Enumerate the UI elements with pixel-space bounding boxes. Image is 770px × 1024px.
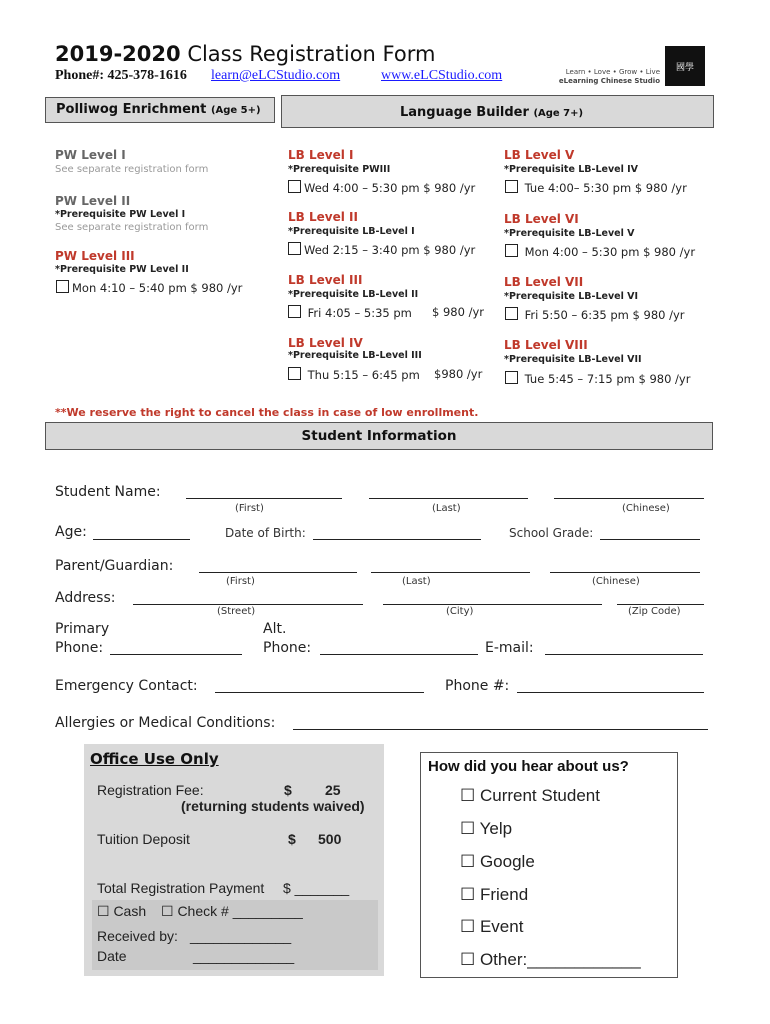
logo-name: eLearning Chinese Studio [558,77,660,85]
lb-level-7-option[interactable] [505,307,685,322]
referral-title: How did you hear about us? [428,758,629,775]
referral-event[interactable]: ☐ Event [460,917,524,936]
lb-level-3-schedule: Fri 4:05 – 5:35 pm [307,306,412,320]
date-field[interactable]: _____________ [193,948,295,964]
lb-level-6-schedule: Mon 4:00 – 5:30 pm $ 980 /yr [524,245,696,259]
office-use-title: Office Use Only [90,750,219,768]
lb-level-5-title: LB Level V [504,148,575,162]
emergency-phone-field[interactable] [517,692,704,693]
language-builder-title: Language Builder [400,105,529,120]
lb-level-6-title: LB Level VI [504,212,579,226]
pw-level-3-title: PW Level III [55,249,135,263]
pw-level-2-prereq: *Prerequisite PW Level I [55,209,186,220]
pw-level-3-checkbox[interactable] [56,280,69,293]
lb-level-1-option[interactable] [288,180,475,195]
city-field[interactable] [383,604,602,605]
form-title [55,42,435,66]
lb-level-8-option[interactable] [505,371,690,386]
parent-chinese-name-field[interactable] [550,572,700,573]
total-payment-field[interactable]: $ _______ [283,880,350,896]
referral-friend[interactable]: ☐ Friend [460,885,529,904]
registration-fee-value: 25 [325,782,341,798]
emergency-phone-label: Phone #: [445,678,510,694]
lb-level-8-schedule: Tue 5:45 – 7:15 pm $ 980 /yr [524,372,691,386]
logo-tagline: Learn • Love • Grow • Live [565,68,660,76]
lb-level-7-prereq: *Prerequisite LB-Level VI [504,291,639,302]
lb-level-3-checkbox[interactable] [288,305,301,318]
lb-level-8-prereq: *Prerequisite LB-Level VII [504,354,642,365]
pw-level-3-schedule: Mon 4:10 – 5:40 pm $ 980 /yr [72,281,243,295]
returning-students-note: (returning students waived) [181,798,365,814]
date-label: Date [97,948,127,964]
alt-phone-label: Phone: [263,640,312,656]
lb-level-3-prereq: *Prerequisite LB-Level II [288,289,419,300]
street-field[interactable] [133,604,363,605]
lb-level-3-title: LB Level III [288,273,363,287]
phone-number: Phone#: 425-378-1616 [55,68,187,83]
primary-phone-field[interactable] [110,654,242,655]
lb-level-1-title: LB Level I [288,148,354,162]
lb-level-8-checkbox[interactable] [505,371,518,384]
age-label: Age: [55,524,87,540]
city-caption: (City) [446,606,474,617]
logo-glyph: 國學 [675,62,694,73]
school-grade-field[interactable] [600,539,700,540]
lb-level-1-prereq: *Prerequisite PWIII [288,164,391,175]
tuition-deposit-value: 500 [318,831,342,847]
email-field[interactable] [545,654,703,655]
allergies-label: Allergies or Medical Conditions: [55,715,276,731]
logo-icon [665,46,705,86]
parent-last-name-field[interactable] [371,572,530,573]
polliwog-age: (Age 5+) [210,105,261,116]
cancellation-note: **We reserve the right to cancel the class in case of low enrollment. [55,406,479,419]
language-builder-header [281,95,714,128]
lb-level-4-prereq: *Prerequisite LB-Level III [288,350,422,361]
dob-label: Date of Birth: [225,526,306,540]
school-grade-label: School Grade: [509,526,594,540]
pw-level-2-title: PW Level II [55,194,131,208]
student-chinese-name-field[interactable] [554,498,704,499]
lb-level-6-prereq: *Prerequisite LB-Level V [504,228,635,239]
lb-level-8-title: LB Level VIII [504,338,588,352]
lb-level-5-option[interactable] [505,180,687,195]
received-by-label: Received by: [97,928,178,944]
allergies-field[interactable] [293,729,708,730]
lb-level-4-title: LB Level IV [288,336,363,350]
lb-level-2-title: LB Level II [288,210,358,224]
pw-level-3-prereq: *Prerequisite PW Level II [55,264,189,275]
lb-level-1-schedule: Wed 4:00 – 5:30 pm $ 980 /yr [304,181,476,195]
lb-level-1-checkbox[interactable] [288,180,301,193]
total-payment-label: Total Registration Payment [97,880,265,896]
lb-level-5-schedule: Tue 4:00– 5:30 pm $ 980 /yr [524,181,687,195]
lb-level-4-schedule: Thu 5:15 – 6:45 pm [307,368,420,382]
pw-level-1-title: PW Level I [55,148,126,162]
parent-first-caption: (First) [226,576,255,587]
email-link[interactable]: learn@eLCStudio.com [211,68,341,83]
registration-fee-label: Registration Fee: [97,782,204,798]
dob-field[interactable] [313,539,481,540]
lb-level-7-title: LB Level VII [504,275,584,289]
lb-level-3-option[interactable] [288,305,412,320]
lb-level-6-option[interactable] [505,244,695,259]
check-number-field[interactable]: ☐ Check # _________ [161,903,303,919]
lb-level-6-checkbox[interactable] [505,244,518,257]
language-builder-age: (Age 7+) [533,108,584,119]
address-label: Address: [55,590,116,606]
registration-fee-currency: $ [284,782,292,798]
emergency-contact-field[interactable] [215,692,424,693]
chinese-caption: (Chinese) [622,503,670,514]
lb-level-2-schedule: Wed 2:15 – 3:40 pm $ 980 /yr [304,243,476,257]
alt-label: Alt. [263,621,287,637]
tuition-deposit-currency: $ [288,831,296,847]
student-first-name-field[interactable] [186,498,342,499]
street-caption: (Street) [217,606,256,617]
parent-first-name-field[interactable] [199,572,357,573]
cash-checkbox[interactable]: ☐ Cash [97,903,147,919]
lb-level-2-option[interactable] [288,242,475,257]
age-field[interactable] [93,539,190,540]
primary-label: Primary [55,621,110,637]
lb-level-4-price: $980 /yr [434,367,483,381]
emergency-contact-label: Emergency Contact: [55,678,198,694]
last-caption: (Last) [432,503,461,514]
referral-google[interactable]: ☐ Google [460,852,535,871]
lb-level-5-prereq: *Prerequisite LB-Level IV [504,164,639,175]
zip-field[interactable] [617,604,704,605]
lb-level-4-option[interactable] [288,367,420,382]
lb-level-3-price: $ 980 /yr [432,305,484,319]
received-by-field[interactable]: _____________ [190,928,292,944]
parent-label: Parent/Guardian: [55,558,174,574]
tuition-deposit-label: Tuition Deposit [97,831,190,847]
lb-level-5-checkbox[interactable] [505,180,518,193]
lb-level-7-checkbox[interactable] [505,307,518,320]
referral-current-student[interactable]: ☐ Current Student [460,786,600,805]
form-title-text: Class Registration Form [187,42,436,66]
student-name-label: Student Name: [55,484,161,500]
website-link[interactable]: www.eLCStudio.com [381,68,503,83]
logo-text [556,68,660,86]
parent-chinese-caption: (Chinese) [592,576,640,587]
referral-yelp[interactable]: ☐ Yelp [460,819,513,838]
lb-level-7-schedule: Fri 5:50 – 6:35 pm $ 980 /yr [524,308,685,322]
student-last-name-field[interactable] [369,498,528,499]
pw-level-2-note: See separate registration form [55,222,209,233]
email-label: E-mail: [485,640,534,656]
lb-level-4-checkbox[interactable] [288,367,301,380]
student-info-header: Student Information [45,422,713,450]
polliwog-header [45,97,275,123]
referral-other[interactable]: ☐ Other:____________ [460,950,641,969]
pw-level-1-note: See separate registration form [55,164,209,175]
pw-level-3-option[interactable] [56,280,242,295]
zip-caption: (Zip Code) [628,606,681,617]
first-caption: (First) [235,503,264,514]
parent-last-caption: (Last) [402,576,431,587]
form-year: 2019-2020 [55,42,181,66]
alt-phone-field[interactable] [320,654,478,655]
lb-level-2-prereq: *Prerequisite LB-Level I [288,226,415,237]
polliwog-title: Polliwog Enrichment [56,102,207,117]
primary-phone-label: Phone: [55,640,104,656]
lb-level-2-checkbox[interactable] [288,242,301,255]
